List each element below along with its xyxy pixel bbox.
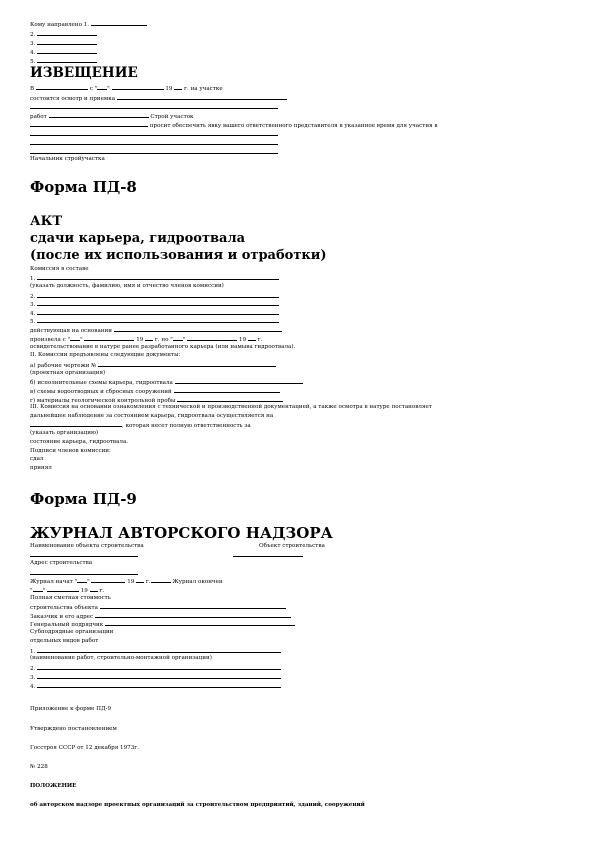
gosstroy-line: Госстроя СССР от 12 декабря 1973г. <box>30 745 139 751</box>
blank-field[interactable] <box>175 378 303 384</box>
doc-b-line <box>30 378 303 387</box>
blank-field[interactable] <box>30 130 278 136</box>
blank-field[interactable] <box>30 569 138 575</box>
object-blank-line-right <box>233 551 303 560</box>
recipients-line-2 <box>30 30 97 39</box>
estimated-cost-label: Полная сметная стоимость <box>30 595 111 601</box>
blank-field[interactable] <box>233 551 303 557</box>
appendix-label: Приложение к форме ПД-9 <box>30 706 112 712</box>
blank-field[interactable] <box>136 577 144 583</box>
accepted-label: принял <box>30 465 52 471</box>
text: Генеральный подрядчик <box>30 622 104 628</box>
recipients-line-4 <box>30 48 97 57</box>
text: г) материалы геологической контрольной пробы <box>30 398 176 404</box>
blank-field[interactable] <box>70 335 80 341</box>
item-number: 5. <box>30 59 36 65</box>
blank-field[interactable] <box>37 647 281 653</box>
subcontractor-3 <box>30 673 281 682</box>
doc-v-line <box>30 387 280 396</box>
blank-field[interactable] <box>36 84 88 90</box>
blank-field[interactable] <box>37 30 97 36</box>
section-ii: II. Комиссии предъявлены следующие документы: <box>30 352 181 358</box>
notice-date-line <box>30 84 223 93</box>
blank-field[interactable] <box>49 112 149 118</box>
blank-field[interactable] <box>145 335 153 341</box>
blank-field[interactable] <box>117 94 287 100</box>
item-number: 2. <box>30 666 36 672</box>
decree-number: № 228 <box>30 764 48 770</box>
blank-field[interactable] <box>37 309 279 315</box>
text: Наименование объекта строительства <box>30 543 144 549</box>
blank-field[interactable] <box>90 586 98 592</box>
blank-field[interactable] <box>30 148 278 154</box>
blank-field[interactable] <box>174 387 280 393</box>
item-number: 4. <box>30 684 36 690</box>
act-subtitle-2: (после их использования и отработки) <box>30 248 327 263</box>
blank-field[interactable] <box>91 20 147 26</box>
notice-blank-line <box>30 139 278 148</box>
form-pd9-heading: Форма ПД-9 <box>30 490 137 508</box>
blank-field[interactable] <box>84 335 134 341</box>
org-hint: (указать организацию) <box>30 430 99 436</box>
site-head-label: Начальник стройучастка <box>30 156 105 162</box>
object-name-line <box>30 543 144 550</box>
blank-field[interactable] <box>98 361 276 367</box>
text: г. <box>257 337 263 343</box>
blank-field[interactable] <box>177 396 283 402</box>
blank-field[interactable] <box>114 326 282 332</box>
form-pd8-heading: Форма ПД-8 <box>30 178 137 196</box>
text: " <box>107 86 110 92</box>
doc-a-hint: (проектная организация) <box>30 370 106 376</box>
text: б) исполнительные схемы карьера, гидроотвала <box>30 380 173 386</box>
notice-request-line <box>30 121 438 130</box>
blank-field[interactable] <box>30 421 122 427</box>
text: которая несет полную ответственность за <box>125 423 251 429</box>
condition-line: состояние карьера, гидроотвала. <box>30 439 129 445</box>
text: В <box>30 86 35 92</box>
blank-field[interactable] <box>33 586 43 592</box>
text: г. по " <box>154 337 173 343</box>
blank-field[interactable] <box>37 673 281 679</box>
blank-field[interactable] <box>37 274 279 280</box>
blank-field[interactable] <box>77 577 87 583</box>
blank-field[interactable] <box>100 603 286 609</box>
journal-title: ЖУРНАЛ АВТОРСКОГО НАДЗОРА <box>30 524 333 542</box>
approved-label: Утверждено постановлением <box>30 726 117 732</box>
item-number: 4. <box>30 311 36 317</box>
doc-a-line <box>30 361 276 370</box>
text: 19 <box>165 86 173 92</box>
section-iii-line-2: дальнейшее наблюдение за состоянием карьера, гидроотвала осуществляется на <box>30 413 274 419</box>
text: " <box>42 588 46 594</box>
text: 19 <box>136 337 144 343</box>
item-number: 3. <box>30 302 36 308</box>
act-title: АКТ <box>30 214 63 229</box>
text: " <box>87 579 90 585</box>
commission-member-1 <box>30 274 279 283</box>
work-types-label: отдельных видов работ <box>30 638 99 644</box>
blank-field[interactable] <box>248 335 256 341</box>
text: г. на участке <box>184 86 223 92</box>
recipients-line-3 <box>30 39 97 48</box>
blank-field[interactable] <box>30 103 278 109</box>
works-hint: (наименование работ, строительно-монтажной организации) <box>30 655 212 661</box>
notice-blank-line <box>30 130 278 139</box>
blank-field[interactable] <box>30 139 278 145</box>
item-number: 2. <box>30 294 36 300</box>
text: " <box>30 588 33 594</box>
item-number: 1. <box>30 276 36 282</box>
blank-field[interactable] <box>37 48 97 54</box>
handed-over-label: сдал <box>30 456 44 462</box>
text: 19 <box>127 579 135 585</box>
object-label: Объект строительства <box>259 543 325 549</box>
recipients-label: Кому направлено 1. <box>30 22 90 28</box>
acting-basis-line <box>30 326 282 335</box>
general-contractor-line <box>30 620 295 629</box>
item-number: 3. <box>30 675 36 681</box>
subcontractor-2 <box>30 664 281 673</box>
commission-member-3 <box>30 300 279 309</box>
text: с " <box>89 86 98 92</box>
blank-field[interactable] <box>105 620 295 626</box>
item-number: 3. <box>30 41 36 47</box>
text: строительства объекта <box>30 605 98 611</box>
blank-field[interactable] <box>91 577 125 583</box>
signatures-label: Подписи членов комиссии: <box>30 448 111 454</box>
text: 19 <box>80 588 88 594</box>
text: 19 <box>238 337 247 343</box>
commission-label: Комиссия в составе <box>30 266 89 272</box>
inspection-period-line <box>30 335 262 344</box>
blank-field[interactable] <box>37 317 279 323</box>
blank-field[interactable] <box>151 577 171 583</box>
inspection-description: освидетельствование в натуре ранее разработанного карьера (или намыва гидроотвала). <box>30 344 296 350</box>
act-subtitle-1: сдачи карьера, гидроотвала <box>30 231 246 246</box>
blank-field[interactable] <box>37 39 97 45</box>
text: состоится осмотр и приемка <box>30 96 116 102</box>
text: г. <box>99 588 105 594</box>
commission-member-5 <box>30 317 279 326</box>
notice-inspection-line <box>30 94 287 103</box>
construction-line <box>30 603 286 612</box>
text: Журнал начат " <box>30 579 78 585</box>
text: в) схемы водоотводных и сбросных сооружений <box>30 389 172 395</box>
text: Строй участок <box>150 114 194 120</box>
blank-field[interactable] <box>97 84 107 90</box>
journal-start-line <box>30 577 223 586</box>
section-iii: III. Комиссия на основании ознакомления с технической и производственной документацией, а также осмотра в натуре постановляет <box>30 404 432 410</box>
blank-field[interactable] <box>47 586 79 592</box>
recipients-line-1 <box>30 20 147 29</box>
text: Заказчик и его адрес <box>30 614 94 620</box>
text: а) рабочие чертежи № <box>30 363 97 369</box>
notice-works-line <box>30 112 194 121</box>
text: " <box>80 337 83 343</box>
section-iii-line-3: , которая несет полную ответственность за <box>30 421 251 430</box>
object-blank-line <box>30 551 138 560</box>
notice-blank-line <box>30 103 278 112</box>
item-number: 5. <box>30 319 36 325</box>
blank-field[interactable] <box>37 300 279 306</box>
blank-field[interactable] <box>187 335 237 341</box>
notice-title: ИЗВЕЩЕНИЕ <box>30 65 138 81</box>
commission-hint: (указать должность, фамилию, имя и отчество членов комиссии) <box>30 283 224 289</box>
regulation-title: ПОЛОЖЕНИЕ <box>30 783 77 789</box>
blank-field[interactable] <box>174 84 182 90</box>
subcontractor-4 <box>30 682 281 691</box>
blank-field[interactable] <box>37 57 97 63</box>
text: Журнал окончен <box>172 579 223 585</box>
text: действующая на основании <box>30 328 112 334</box>
text: г. <box>145 579 151 585</box>
text: просит обеспечить явку вашего ответственного представителя в указанное время для участия в <box>149 123 438 129</box>
regulation-subtitle: об авторском надзоре проектных организаций за строительством предприятий, зданий, сооружений <box>30 802 365 808</box>
text: произвела с " <box>30 337 71 343</box>
journal-end-line <box>30 586 104 595</box>
item-number: 4. <box>30 50 36 56</box>
blank-field[interactable] <box>112 84 164 90</box>
blank-field[interactable] <box>37 682 281 688</box>
item-number: 1. <box>30 649 36 655</box>
blank-field[interactable] <box>173 335 183 341</box>
subcontractors-label: Субподрядные организации <box>30 629 114 635</box>
item-number: 2. <box>30 32 36 38</box>
blank-field[interactable] <box>37 292 279 298</box>
address-label: Адрес строительства <box>30 560 93 566</box>
text: работ <box>30 114 47 120</box>
blank-field[interactable] <box>30 551 138 557</box>
text: " <box>182 337 186 343</box>
blank-field[interactable] <box>30 121 148 127</box>
blank-field[interactable] <box>37 664 281 670</box>
blank-field[interactable] <box>95 612 291 618</box>
